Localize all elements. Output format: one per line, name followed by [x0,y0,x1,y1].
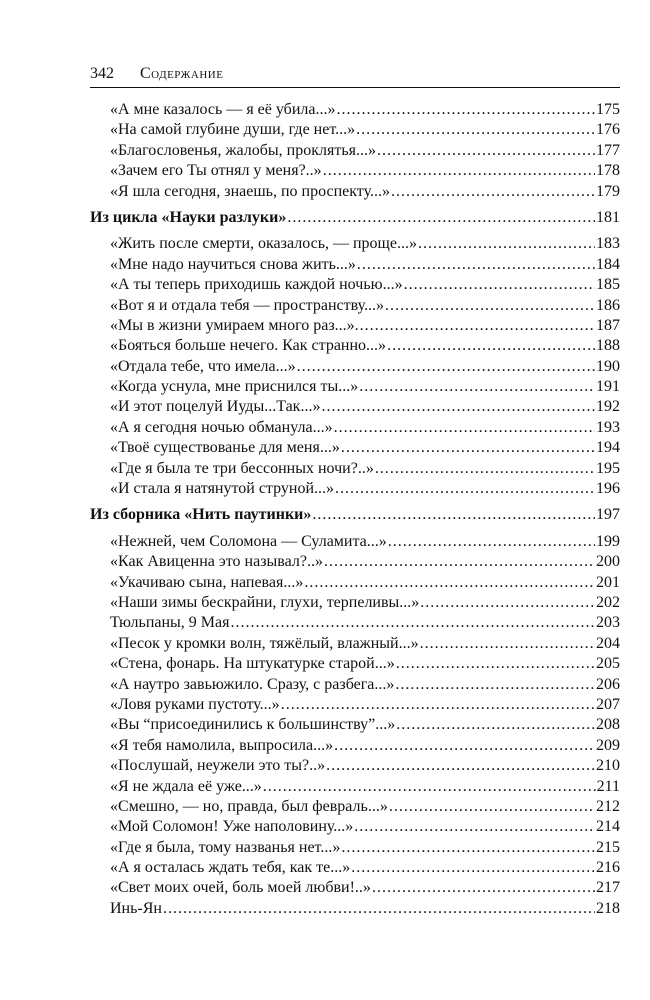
entry-title: «Когда уснула, мне приснился ты...» [110,378,359,396]
leader-dots [230,613,595,633]
entry-page: 194 [596,439,620,457]
toc-entry [90,838,620,858]
leader-dots [404,275,595,295]
entry-page: 211 [596,777,620,795]
toc-section-heading [90,505,620,525]
entry-page: 193 [596,418,620,436]
section-page: 197 [596,506,620,524]
entry-page: 184 [596,255,620,273]
toc-entry [90,255,620,275]
toc-entry [90,858,620,878]
leader-dots [163,899,595,919]
entry-title: «Укачиваю сына, напевая...» [110,573,304,591]
running-head [90,64,620,84]
entry-page: 218 [596,899,620,917]
entry-title: «А ты теперь приходишь каждой ночью...» [110,276,403,294]
entry-page: 185 [596,276,620,294]
entry-title: «Вот я и отдала тебя — пространству...» [110,296,385,314]
entry-page: 183 [596,235,620,253]
leader-dots [391,182,595,202]
entry-page: 206 [596,675,620,693]
toc-entry [90,275,620,295]
entry-title: «И этот поцелуй Иуды...Так...» [110,398,321,416]
leader-dots [341,438,595,458]
leader-dots [389,797,595,817]
entry-title: «И стала я натянутой струной...» [110,480,335,498]
toc-entry [90,100,620,120]
entry-page: 176 [596,121,620,139]
leader-dots [420,634,595,654]
entry-title: «Зачем его Ты отнял у меня?..» [110,162,322,180]
entry-page: 177 [596,141,620,159]
leader-dots [334,736,595,756]
entry-page: 190 [596,357,620,375]
leader-dots [396,715,595,735]
toc-entry [90,532,620,552]
toc-entry [90,552,620,572]
toc-entry [90,459,620,479]
toc-entry [90,613,620,633]
leader-dots [323,161,595,181]
entry-page: 192 [596,398,620,416]
toc-entry [90,675,620,695]
leader-dots [297,357,595,377]
entry-page: 201 [596,573,620,591]
leader-dots [334,418,595,438]
entry-title: «Ловя руками пустоту...» [110,695,280,713]
entry-page: 178 [596,162,620,180]
toc-entry [90,573,620,593]
entry-title: «Стена, фонарь. На штукатурке старой...» [110,655,395,673]
entry-title: «Где я была те три бессонных ночи?..» [110,459,374,477]
leader-dots [385,296,595,316]
entry-page: 196 [596,480,620,498]
toc-entry [90,736,620,756]
leader-dots [418,234,595,254]
leader-dots [312,505,595,525]
leader-dots [287,208,595,228]
entry-page: 216 [596,859,620,877]
toc-group-3 [90,532,620,919]
leader-dots [341,838,595,858]
toc-entry [90,161,620,181]
entry-title: «Я тебя намолила, выпросила...» [110,736,334,754]
entry-page: 207 [596,695,620,713]
entry-title: Инь-Ян [110,899,162,917]
toc-entry [90,357,620,377]
leader-dots [336,100,595,120]
entry-title: «Как Авиценна это называл?..» [110,553,323,571]
leader-dots [360,316,595,336]
entry-title: «А мне казалось — я её убила...» [110,101,336,118]
toc-entry [90,817,620,837]
toc-entry [90,715,620,735]
entry-page: 179 [596,182,620,200]
entry-page: 209 [596,736,620,754]
entry-title: «Жить после смерти, оказалось, — проще...» [110,235,417,253]
entry-title: «Я шла сегодня, знаешь, по проспекту...» [110,182,390,200]
toc-entry [90,316,620,336]
toc-entry [90,182,620,202]
toc-group-1 [90,100,620,202]
toc-group-2 [90,234,620,499]
page-number: 342 [90,65,114,82]
entry-page: 195 [596,459,620,477]
entry-page: 214 [596,818,620,836]
leader-dots [326,756,595,776]
leader-dots [351,858,595,878]
leader-dots [356,120,595,140]
leader-dots [375,459,595,479]
entry-title: «Мой Соломон! Уже наполовину...» [110,818,354,836]
entry-title: «Где я была, тому названья нет...» [110,838,341,856]
entry-page: 175 [596,101,620,118]
entry-page: 202 [596,593,620,611]
leader-dots [324,552,595,572]
section-page: 181 [596,208,620,226]
leader-dots [354,817,595,837]
toc-entry [90,377,620,397]
toc-entry [90,479,620,499]
entry-title: «Вы “присоединились к большинству”...» [110,716,396,734]
leader-dots [321,397,595,417]
toc-entry [90,777,620,797]
toc-entry [90,634,620,654]
entry-title: «Песок у кромки волн, тяжёлый, влажный...» [110,634,419,652]
entry-title: «Свет моих очей, боль моей любви!..» [110,879,371,897]
entry-page: 191 [596,378,620,396]
toc-entry [90,397,620,417]
leader-dots [281,695,595,715]
toc-entry [90,141,620,161]
toc-entry [90,695,620,715]
entry-title: «Смешно, — но, правда, был февраль...» [110,797,388,815]
entry-title: «А я осталась ждать тебя, как те...» [110,859,351,877]
toc-entry [90,336,620,356]
table-of-contents [90,100,620,919]
toc-entry [90,234,620,254]
entry-page: 212 [596,797,620,815]
entry-page: 199 [596,532,620,550]
leader-dots [420,593,595,613]
entry-title: «Бояться больше нечего. Как странно...» [110,337,387,355]
toc-entry [90,756,620,776]
toc-entry [90,593,620,613]
entry-title: «А я сегодня ночью обманула...» [110,418,333,436]
entry-title: «Твоё существованье для меня...» [110,439,340,457]
leader-dots [372,878,595,898]
leader-dots [388,532,595,552]
page-title: Содержание [140,65,224,82]
toc-entry [90,797,620,817]
entry-page: 217 [596,879,620,897]
toc-entry [90,418,620,438]
entry-title: «Благословенья, жалобы, проклятья...» [110,141,376,159]
leader-dots [359,377,595,397]
entry-title: «Мне надо научиться снова жить...» [110,255,356,273]
section-title: Из сборника «Нить паутинки» [90,506,312,524]
entry-page: 210 [596,757,620,775]
entry-title: «Отдала тебе, что имела...» [110,357,296,375]
leader-dots [396,654,595,674]
toc-entry [90,438,620,458]
leader-dots [304,573,595,593]
entry-title: «Нежней, чем Соломона — Суламита...» [110,532,387,550]
entry-title: Тюльпаны, 9 Мая [110,614,230,632]
leader-dots [387,336,595,356]
entry-page: 187 [596,316,620,334]
section-title: Из цикла «Науки разлуки» [90,208,287,226]
entry-title: «А наутро завьюжило. Сразу, с разбега...» [110,675,395,693]
entry-page: 203 [596,614,620,632]
toc-section-heading [90,208,620,228]
toc-entry [90,654,620,674]
entry-page: 215 [596,838,620,856]
entry-title: «Послушай, неужели это ты?..» [110,757,326,775]
toc-entry [90,120,620,140]
entry-title: «На самой глубине души, где нет...» [110,121,356,139]
entry-page: 186 [596,296,620,314]
entry-page: 208 [596,716,620,734]
entry-page: 204 [596,634,620,652]
leader-dots [335,479,595,499]
leader-dots [357,255,595,275]
entry-title: «Наши зимы бескрайни, глухи, терпеливы...» [110,593,420,611]
entry-title: «Я не ждала её уже...» [110,777,262,795]
entry-page: 200 [596,553,620,571]
leader-dots [263,777,596,797]
entry-page: 205 [596,655,620,673]
entry-title: «Мы в жизни умираем много раз...». [110,316,359,334]
toc-entry [90,878,620,898]
entry-page: 188 [596,337,620,355]
leader-dots [377,141,595,161]
header-rule [90,87,620,88]
leader-dots [395,675,595,695]
toc-entry [90,296,620,316]
toc-entry [90,899,620,919]
